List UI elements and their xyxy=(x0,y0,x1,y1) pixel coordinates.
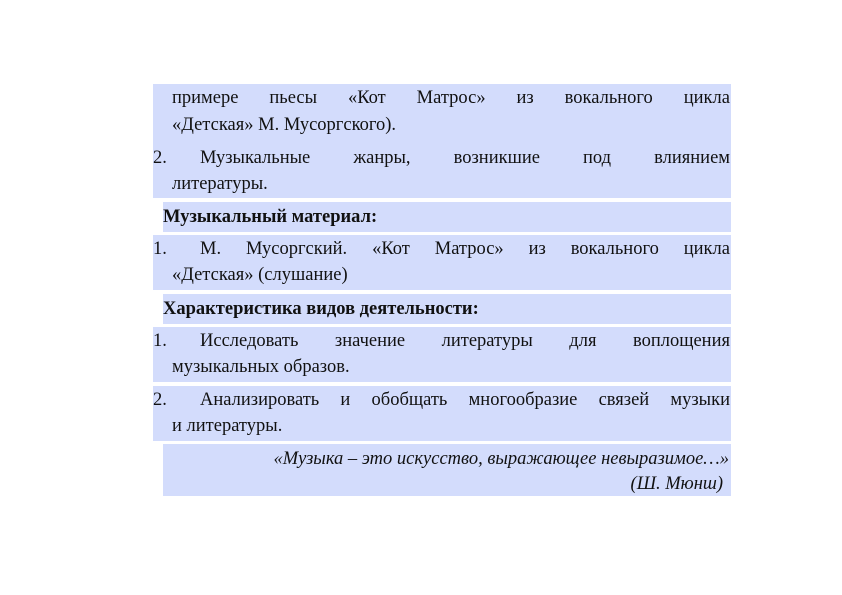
quote-author: (Ш. Мюнш) xyxy=(630,474,723,494)
list-number: 1. xyxy=(153,331,167,351)
list-number: 2. xyxy=(153,148,167,168)
list-item-line: литературы. xyxy=(172,174,268,194)
list-item-line: Исследовать значение литературы для воплощения xyxy=(200,331,730,351)
quote-text: «Музыка – это искусство, выражающее невыразимое…» xyxy=(273,449,729,469)
list-item-line: «Детская» (слушание) xyxy=(172,265,348,285)
list-item-line: и литературы. xyxy=(172,416,283,436)
list-item-line: Музыкальные жанры, возникшие под влиянием xyxy=(200,148,730,168)
list-number: 1. xyxy=(153,239,167,259)
section-heading-material: Музыкальный материал: xyxy=(163,207,378,227)
list-number: 2. xyxy=(153,390,167,410)
list-item-line: М. Мусоргский. «Кот Матрос» из вокального цикла xyxy=(200,239,730,259)
list-item-line: примере пьесы «Кот Матрос» из вокального цикла xyxy=(172,88,730,108)
section-heading-activities: Характеристика видов деятельности: xyxy=(163,299,479,319)
list-item-line: Анализировать и обобщать многообразие связей музыки xyxy=(200,390,730,410)
list-item-line: музыкальных образов. xyxy=(172,357,350,377)
list-item-line: «Детская» М. Мусоргского). xyxy=(172,115,397,135)
